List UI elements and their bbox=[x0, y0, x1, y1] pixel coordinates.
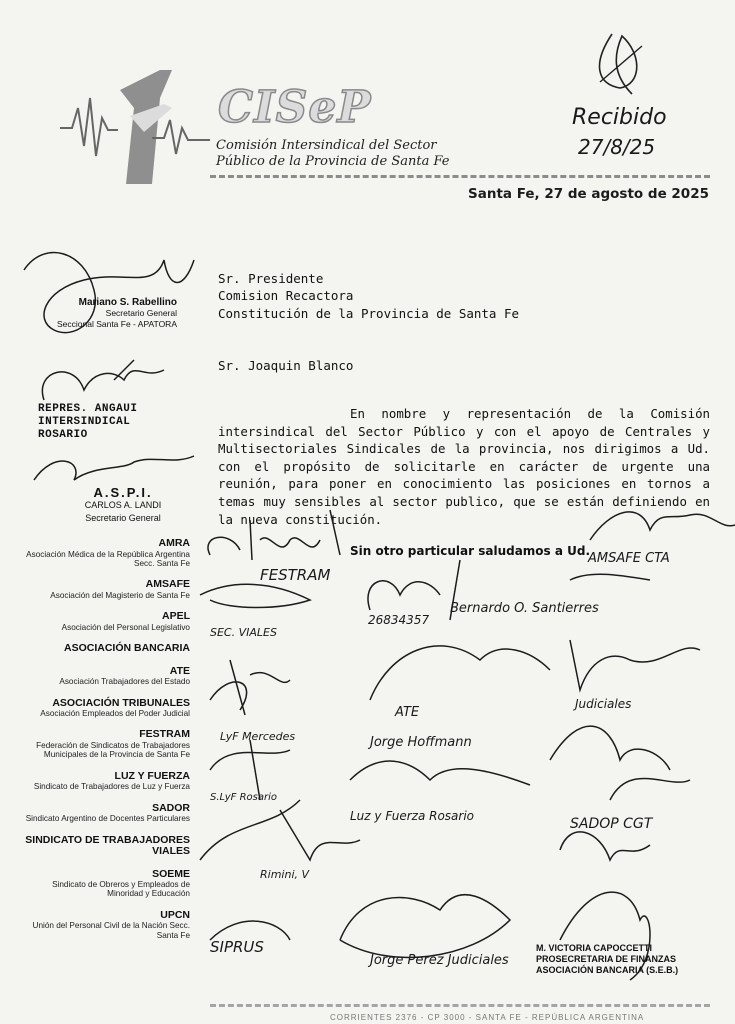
stamp-rabellino-role: Secretario General bbox=[105, 308, 177, 318]
recipient-line2: Comision Recactora bbox=[218, 288, 354, 303]
stamp-aspi-role: Secretario General bbox=[85, 513, 161, 523]
sig-sador-cgt: SADOP CGT bbox=[570, 816, 653, 832]
stamp-capoccetti bbox=[536, 943, 678, 976]
union-item: SOEME Sindicato de Obreros y Empleados de Minoridad y Educación bbox=[52, 867, 190, 899]
logo-wordmark: CISeP bbox=[218, 82, 372, 133]
cisep-logo-icon bbox=[60, 68, 210, 186]
letter-body: En nombre y representación de la Comisión intersindical del Sector Público y con el apoyo de Centrales y Multisectoriales Sindicales de la provincia, nos dirigimos a Ud. con el propósito de solicitarle en carácter de urgente una reunión, para poner en conocimiento las posiciones en tornos a temas muy sensibles al sector publico, que se están definiendo en la nueva constitución. bbox=[218, 406, 710, 527]
union-item: LUZ Y FUERZA Sindicato de Trabajadores de Luz y Fuerza bbox=[33, 769, 190, 792]
received-annotation bbox=[572, 24, 672, 174]
signatures-block bbox=[190, 500, 735, 1000]
sig-dni: 26834357 bbox=[368, 613, 430, 627]
union-item: ASOCIACIÓN BANCARIA bbox=[64, 642, 190, 655]
stamp-intersindical-line3: ROSARIO bbox=[38, 429, 88, 441]
union-item: APEL Asociación del Personal Legislativo bbox=[61, 610, 190, 632]
footer-address: CORRIENTES 2376 - CP 3000 - SANTA FE - REPÚBLICA ARGENTINA bbox=[330, 1013, 645, 1022]
org-name-line2: Público de la Provincia de Santa Fe bbox=[216, 154, 450, 169]
footer-divider bbox=[210, 1004, 710, 1007]
sig-festram: FESTRAM bbox=[260, 566, 331, 584]
sig-name1: Bernardo O. Santierres bbox=[450, 601, 599, 616]
sig-jorge-judiciales: Jorge Perez Judiciales bbox=[370, 953, 509, 968]
sig-judiciales: Judiciales bbox=[575, 697, 632, 711]
stamp-capoccetti-org: ASOCIACIÓN BANCARIA (S.E.B.) bbox=[536, 965, 679, 975]
union-item: SINDICATO DE TRABAJADORES VIALES bbox=[25, 833, 190, 858]
sig-lyf-rosario: Luz y Fuerza Rosario bbox=[350, 809, 475, 823]
union-item: AMRA Asociación Médica de la República Argentina Secc. Santa Fe bbox=[26, 537, 190, 568]
stamp-intersindical-line2: INTERSINDICAL bbox=[38, 416, 131, 428]
stamp-rabellino-name: Mariano S. Rabellino bbox=[78, 297, 177, 308]
stamp-aspi-org: A.S.P.I. bbox=[93, 485, 153, 500]
sig-rimini: Rimini, V bbox=[260, 868, 310, 881]
sig-amsafe-cta: AMSAFE CTA bbox=[588, 551, 670, 566]
stamp-aspi-name: CARLOS A. LANDI bbox=[84, 500, 162, 510]
union-item: ATE Asociación Trabajadores del Estado bbox=[59, 664, 190, 687]
union-item: FESTRAM Federación de Sindicatos de Trabajadores Municipales de la Provincia de Santa Fe bbox=[36, 728, 190, 760]
received-date: 27/8/25 bbox=[578, 135, 656, 159]
stamp-capoccetti-role: PROSECRETARIA DE FINANZAS bbox=[536, 954, 677, 964]
sig-viales: SEC. VIALES bbox=[210, 626, 277, 639]
sig-siprus: SIPRUS bbox=[210, 938, 264, 956]
union-item: UPCN Unión del Personal Civil de la Nación Secc. Santa Fe bbox=[32, 908, 190, 940]
stamp-aspi bbox=[68, 486, 178, 525]
attention-line: Sr. Joaquin Blanco bbox=[218, 358, 354, 373]
stamp-rabellino bbox=[52, 297, 177, 330]
sig-ate: ATE bbox=[395, 705, 420, 720]
union-list bbox=[14, 538, 190, 940]
stamp-rabellino-org: Seccional Santa Fe - APATORA bbox=[56, 319, 177, 329]
stamp-capoccetti-name: M. VICTORIA CAPOCCETTI bbox=[536, 943, 653, 953]
stamp-intersindical bbox=[38, 403, 137, 442]
sig-lyf-mercedes: LyF Mercedes bbox=[220, 730, 296, 743]
union-item: ASOCIACIÓN TRIBUNALES Asociación Empleados del Poder Judicial bbox=[40, 696, 190, 719]
union-item: SADOR Sindicato Argentino de Docentes Particulares bbox=[25, 801, 190, 824]
sig-jorge: Jorge Hoffmann bbox=[370, 735, 472, 750]
stamp-intersindical-line1: REPRES. ANGAUI bbox=[38, 403, 138, 415]
org-name-line1: Comisión Intersindical del Sector bbox=[216, 138, 437, 153]
letter-date: Santa Fe, 27 de agosto de 2025 bbox=[468, 186, 709, 202]
header-divider bbox=[210, 175, 710, 178]
sig-lyf-rosario-left: S.LyF Rosario bbox=[210, 792, 278, 803]
union-item: AMSAFE Asociación del Magisterio de Santa Fe bbox=[50, 578, 190, 600]
received-text: Recibido bbox=[572, 105, 667, 130]
recipient-line1: Sr. Presidente bbox=[218, 271, 324, 286]
letter-closing: Sin otro particular saludamos a Ud. bbox=[350, 544, 591, 558]
recipient-line3: Constitución de la Provincia de Santa Fe bbox=[218, 306, 520, 321]
